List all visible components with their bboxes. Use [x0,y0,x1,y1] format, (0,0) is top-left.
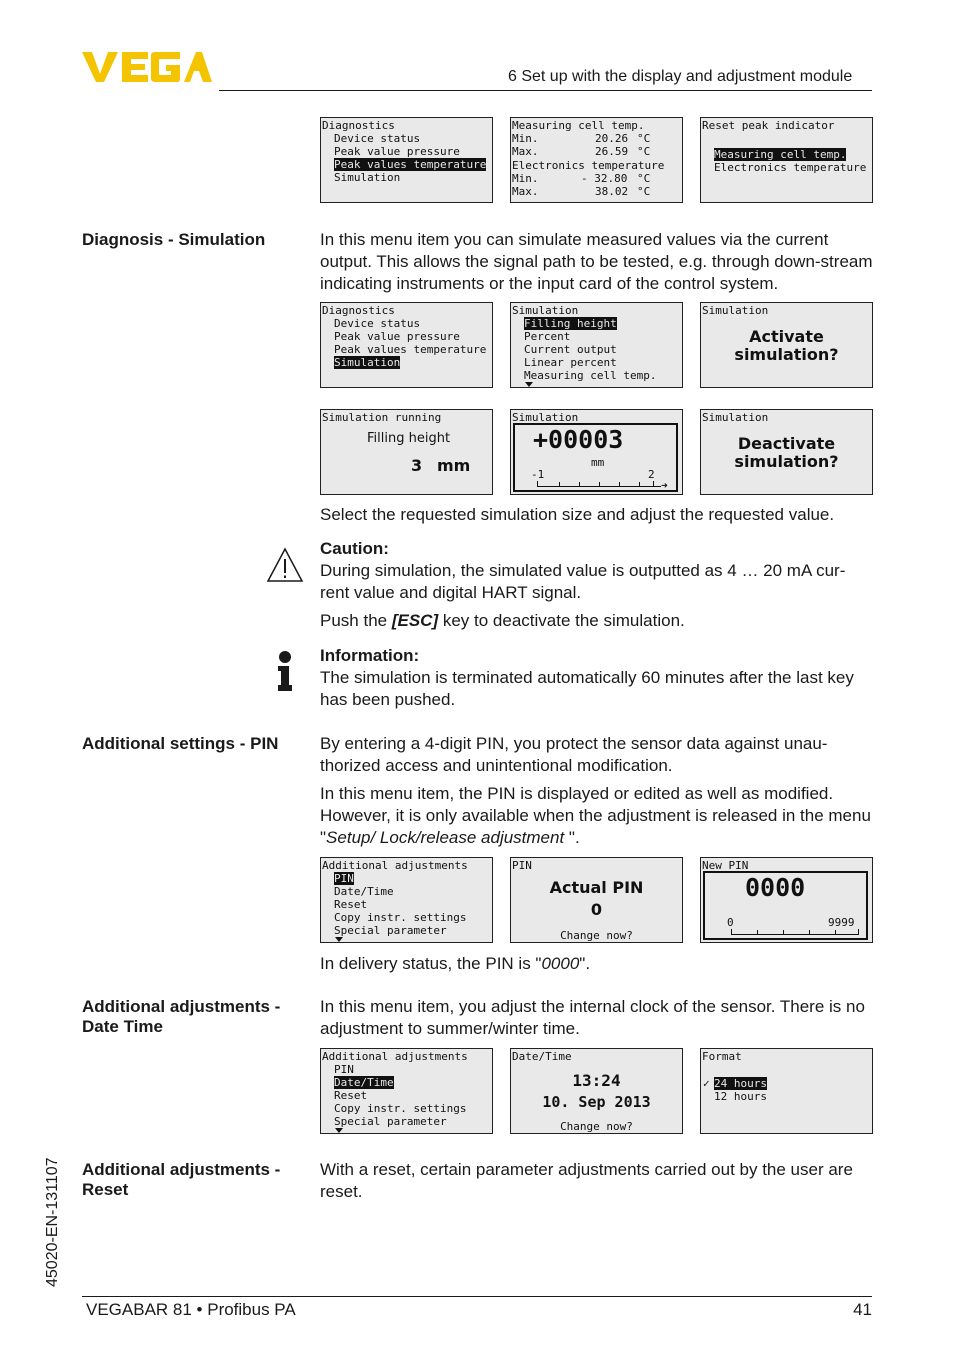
menu-item: Copy instr. settings [334,911,467,924]
screen-title: New PIN [702,859,749,872]
product-name: VEGABAR 81 • Profibus PA [86,1300,296,1319]
menu-item-selected: Simulation [334,356,401,369]
screen-reset-peak [700,117,873,203]
value: 26.59 [595,145,629,158]
screen-pin-display [510,857,683,943]
menu-item-selected: Date/Time [334,1076,394,1089]
unit: °C [637,185,651,198]
menu-item: Percent [524,330,571,343]
caution-block [320,538,874,632]
menu-item-selected: Measuring cell temp. [714,148,847,161]
vega-logo [82,50,212,84]
menu-item: Device status [334,317,421,330]
screen-title: Simulation [512,304,579,317]
unit: °C [637,132,651,145]
change-prompt: Change now? [560,1120,633,1133]
caution-title: Caution: [320,539,389,558]
screen-deactivate-simulation [700,409,873,495]
page-number: 41 [853,1300,872,1319]
esc-instruction [320,610,874,632]
screen-title: Simulation running [322,411,442,424]
screen-title: Simulation [702,304,769,317]
caution-text: During simulation, the simulated value is outputted as 4 … 20 mA cur-rent value and digital HART signal. [320,561,846,602]
menu-item: Simulation [334,171,401,184]
scale-min: 0 [727,916,734,929]
screen-activate-simulation [700,302,873,388]
value: 38.02 [595,185,629,198]
menu-item: Peak value pressure [334,145,460,158]
prompt-line: Deactivate [737,434,836,453]
menu-item: Reset [334,898,368,911]
pin-desc-pre: In this menu item, the PIN is displayed or edited as well as modified. However, it is only available when the adjustment is released in the menu " [320,784,871,847]
format-option-selected: 24 hours [714,1077,767,1090]
screen-title: PIN [512,859,532,872]
screen-simulation-edit [510,409,683,495]
screen-title: Simulation [512,411,579,424]
simulation-value: 3 [411,456,423,475]
info-block [320,645,874,711]
change-prompt: Change now? [560,929,633,942]
screen-title: Diagnostics [322,304,395,317]
pin-desc-menu: Setup/ Lock/release adjustment [326,828,565,847]
screen-title: Measuring cell temp. [512,119,645,132]
value: - 32.80 [581,172,628,185]
menu-item: Peak values temperature [334,343,487,356]
menu-item: Linear percent [524,356,617,369]
edit-value: +00003 [533,425,624,454]
screen-title: Diagnostics [322,119,395,132]
header-divider [219,90,872,91]
esc-key: [ESC] [391,611,439,630]
pin-value: 0 [590,900,603,919]
screen-title: Additional adjustments [322,859,468,872]
datetime-intro: In this menu item, you adjust the internal clock of the sensor. There is no adjustment to summer/winter time. [320,997,865,1038]
unit: °C [637,145,651,158]
new-pin-value: 0000 [745,873,806,902]
scale-line [731,934,859,935]
checkmark-icon: ✓ [703,1077,710,1090]
pin-delivery-status [320,953,874,975]
screen-diagnostics-simulation [320,302,493,388]
screen-title: Reset peak indicator [702,119,835,132]
value-label: Max. [512,185,539,198]
section-header: 6 Set up with the display and adjustment module [508,68,853,85]
menu-item-selected: PIN [334,872,354,885]
unit: °C [637,172,651,185]
reset-intro: With a reset, certain parameter adjustments carried out by the user are reset. [320,1160,853,1201]
simulation-intro: In this menu item you can simulate measured values via the current output. This allows the signal path to be tested, e.g. through down-stream indicating instruments or the input card of the control system. [320,230,873,293]
screen-time-format [700,1048,873,1134]
pin-label: Actual PIN [549,878,644,897]
screen-date-time [510,1048,683,1134]
clock-date: 10. Sep 2013 [542,1093,651,1111]
menu-item-selected: Filling height [524,317,617,330]
prompt-line: simulation? [734,452,839,471]
scroll-down-icon [525,382,533,387]
section-label-pin: Additional settings - PIN [82,734,279,753]
simulation-variable: Filling height [367,431,451,446]
section-label-reset: Additional adjustments - Reset [82,1160,281,1199]
section-label-datetime: Additional adjustments - Date Time [82,997,281,1036]
esc-pre: Push the [320,611,392,630]
screen-simulation-running [320,409,493,495]
screen-title: Format [702,1050,742,1063]
scroll-down-icon [335,937,343,942]
screen-title: Date/Time [512,1050,572,1063]
footer-divider [82,1296,872,1297]
value: 20.26 [595,132,629,145]
screen-diagnostics-peak-temp [320,117,493,203]
delivery-pre: In delivery status, the PIN is " [320,954,542,973]
screen-measuring-cell-temp [510,117,683,203]
simulation-instruction: Select the requested simulation size and adjust the requested value. [320,505,835,524]
menu-item: Special parameter [334,1115,447,1128]
arrow-right-icon: ➜ [661,479,668,492]
menu-item: Current output [524,343,617,356]
esc-post: key to deactivate the simulation. [438,611,685,630]
info-title: Information: [320,646,420,665]
screen-simulation-menu [510,302,683,388]
scale-min: -1 [531,468,545,481]
menu-item-selected: Peak values temperature [334,158,487,171]
scale-max: 9999 [828,916,855,929]
pin-intro: By entering a 4-digit PIN, you protect the sensor data against unau-thorized access and unintentional modification. [320,734,828,775]
menu-item: Device status [334,132,421,145]
edit-unit: mm [591,456,605,469]
screen-title: Simulation [702,411,769,424]
menu-item: Copy instr. settings [334,1102,467,1115]
menu-item: Special parameter [334,924,447,937]
screen-additional-adjustments-pin [320,857,493,943]
menu-item: Measuring cell temp. [524,369,657,382]
info-icon [276,651,294,693]
menu-item: Peak value pressure [334,330,460,343]
screen-additional-adjustments-datetime [320,1048,493,1134]
format-option: 12 hours [714,1090,767,1103]
delivery-pin: 0000 [541,954,580,973]
scroll-down-icon [335,1128,343,1133]
menu-item: PIN [334,1063,354,1076]
scale-max: 2 [648,468,655,481]
section-label-simulation: Diagnosis - Simulation [82,230,266,249]
menu-item: Date/Time [334,885,394,898]
menu-item: Reset [334,1089,368,1102]
value-label: Min. [512,132,539,145]
menu-item: Electronics temperature [714,161,867,174]
warning-icon [266,547,304,583]
info-text: The simulation is terminated automatically 60 minutes after the last key has been pushed. [320,668,854,709]
pin-desc-post: ". [564,828,580,847]
prompt-line: simulation? [734,345,839,364]
prompt-line: Activate [749,327,824,346]
screen-title: Additional adjustments [322,1050,468,1063]
pin-description [320,783,874,849]
value-label: Max. [512,145,539,158]
value-label: Min. [512,172,539,185]
screen-subtitle: Electronics temperature [512,159,665,172]
screen-new-pin [700,857,873,943]
document-id: 45020-EN-131107 [44,1157,61,1287]
clock-time: 13:24 [572,1071,621,1090]
delivery-post: ". [579,954,591,973]
simulation-unit: mm [437,456,471,475]
